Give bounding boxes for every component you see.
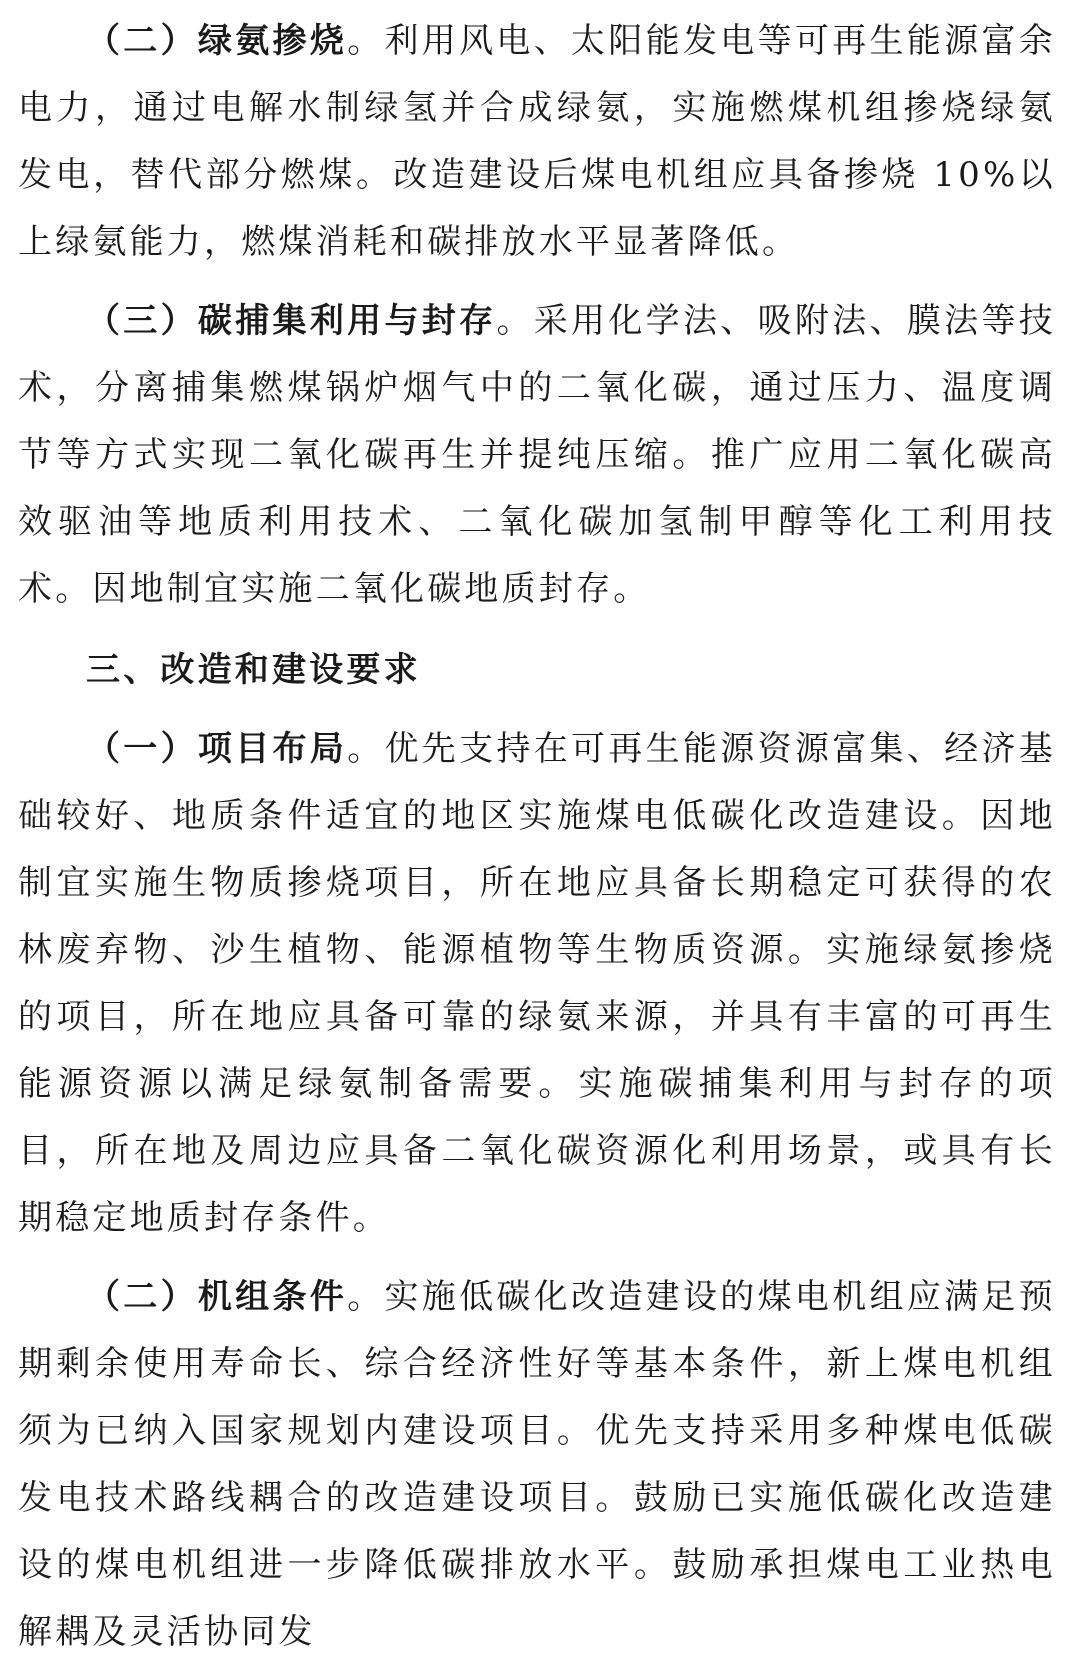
paragraph-text: 。实施低碳化改造建设的煤电机组应满足预期剩余使用寿命长、综合经济性好等基本条件，新上煤电机组须为已纳入国家规划内建设项目。优先支持采用多种煤电低碳发电技术路线耦合的改造建设项目。鼓励已实施低碳化改造建设的煤电机组进一步降低碳排放水平。鼓励承担煤电工业热电解耦及灵活协同发 [18,1277,1056,1652]
paragraph-text: 。利用风电、太阳能发电等可再生能源富余电力，通过电解水制绿氢并合成绿氨，实施燃煤机组掺烧绿氨发电，替代部分燃煤。改造建设后煤电机组应具备掺烧 10%以上绿氨能力，燃煤消耗和碳排放水平显著降低。 [18,21,1056,262]
paragraph-ccus [18,276,1056,623]
section-heading: 三、改造和建设要求 [86,650,421,690]
paragraph-lead: （二）机组条件 [86,1277,348,1317]
paragraph-text: 。采用化学法、吸附法、膜法等技术，分离捕集燃煤锅炉烟气中的二氧化碳，通过压力、温度调节等方式实现二氧化碳再生并提纯压缩。推广应用二氧化碳高效驱油等地质利用技术、二氧化碳加氢制甲醇等化工利用技术。因地制宜实施二氧化碳地质封存。 [18,301,1057,609]
paragraph-lead: （二）绿氨掺烧 [86,21,348,61]
paragraph-lead: （三）碳捕集利用与封存 [86,301,497,341]
paragraph-unit-conditions [18,1252,1056,1666]
paragraph-green-ammonia [18,0,1056,276]
paragraph-project-layout [18,704,1056,1252]
document-page [18,0,1056,1666]
paragraph-lead: （一）项目布局 [86,729,348,769]
paragraph-text: 。优先支持在可再生能源资源富集、经济基础较好、地质条件适宜的地区实施煤电低碳化改造建设。因地制宜实施生物质掺烧项目，所在地应具备长期稳定可获得的农林废弃物、沙生植物、能源植物等生物质资源。实施绿氨掺烧的项目，所在地应具备可靠的绿氨来源，并具有丰富的可再生能源资源以满足绿氨制备需要。实施碳捕集利用与封存的项目，所在地及周边应具备二氧化碳资源化利用场景，或具有长期稳定地质封存条件。 [18,729,1056,1238]
